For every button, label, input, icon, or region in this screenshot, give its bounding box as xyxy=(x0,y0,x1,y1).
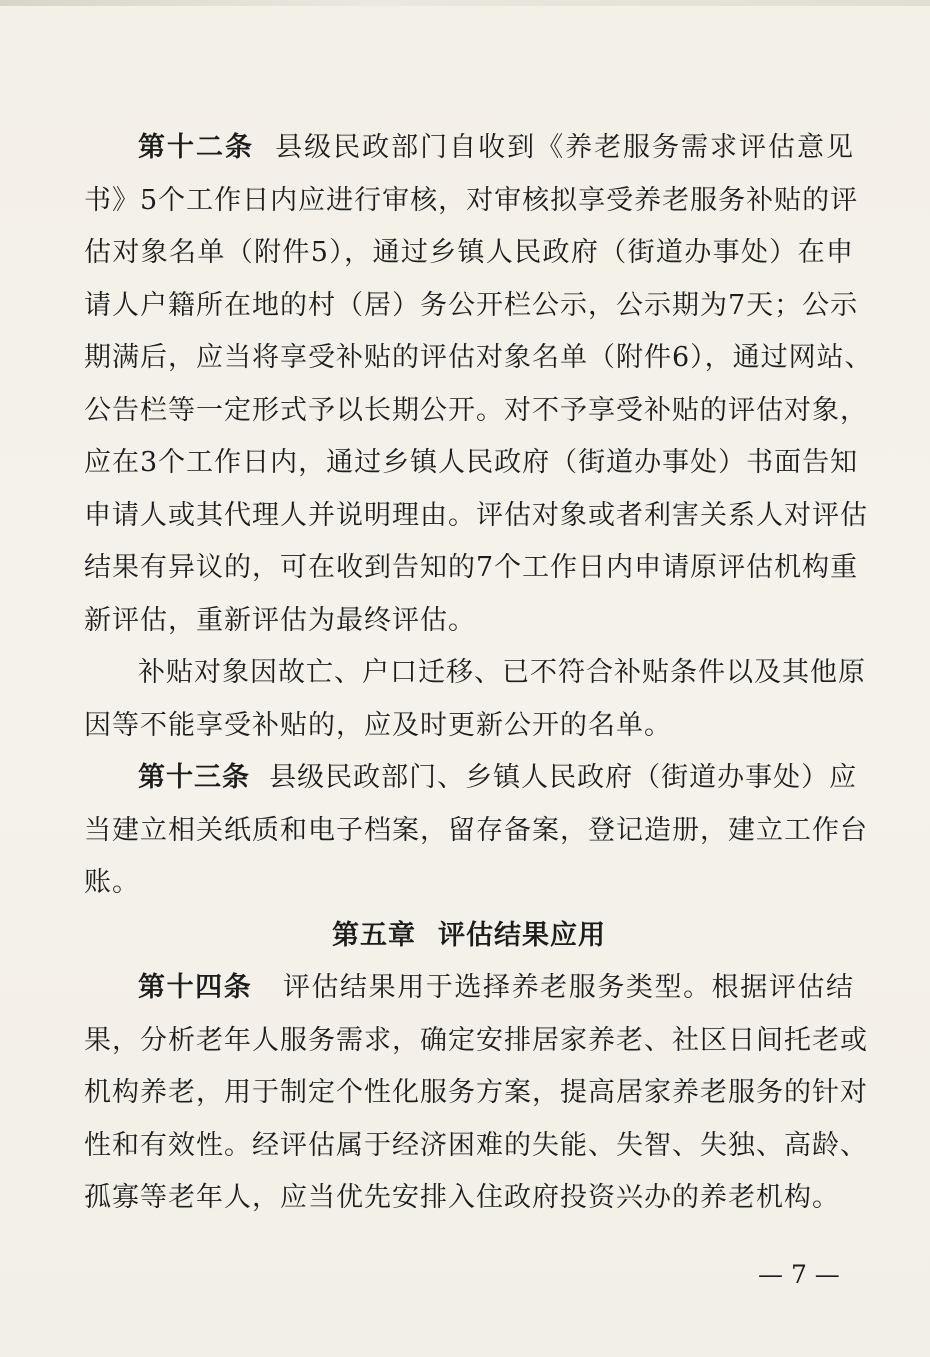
article-12-line: 估对象名单（附件5），通过乡镇人民政府（街道办事处）在申 xyxy=(84,237,854,268)
article-12-line: 结果有异议的，可在收到告知的7个工作日内申请原评估机构重 xyxy=(84,552,859,583)
scan-edge xyxy=(0,0,930,6)
chapter-title: 评估结果应用 xyxy=(438,919,606,951)
article-14-line-1: 第十四条 评估结果用于选择养老服务类型。根据评估结 xyxy=(138,972,855,1003)
chapter-heading xyxy=(84,910,854,963)
article-14-heading: 第十四条 xyxy=(138,972,253,1003)
article-12-heading: 第十二条 xyxy=(138,132,254,163)
article-12-line: 应在3个工作日内，通过乡镇人民政府（街道办事处）书面告知 xyxy=(84,447,859,478)
article-12-line: 申请人或其代理人并说明理由。评估对象或者利害关系人对评估 xyxy=(84,499,868,531)
article-14-line: 果，分析老年人服务需求，确定安排居家养老、社区日间托老或 xyxy=(84,1024,868,1056)
article-12-para2-line: 补贴对象因故亡、户口迁移、已不符合补贴条件以及其他原 xyxy=(138,657,866,688)
article-12-para2-line: 因等不能享受补贴的，应及时更新公开的名单。 xyxy=(84,709,672,741)
article-13-line-1: 第十三条 县级民政部门、乡镇人民政府（街道办事处）应 xyxy=(138,762,858,793)
article-12-line: 期满后，应当将享受补贴的评估对象名单（附件6），通过网站、 xyxy=(84,342,873,373)
article-14-line: 性和有效性。经评估属于经济困难的失能、失智、失独、高龄、 xyxy=(84,1129,868,1161)
page-number: — 7 — xyxy=(758,1260,840,1289)
article-14-line: 机构养老，用于制定个性化服务方案，提高居家养老服务的针对 xyxy=(84,1077,868,1108)
article-12-line: 请人户籍所在地的村（居）务公开栏公示，公示期为7天；公示 xyxy=(84,289,859,321)
article-12-line: 新评估，重新评估为最终评估。 xyxy=(84,604,476,636)
article-14-line: 孤寡等老年人，应当优先安排入住政府投资兴办的养老机构。 xyxy=(84,1182,840,1213)
article-13-heading: 第十三条 xyxy=(138,762,250,793)
article-12-line: 书》5个工作日内应进行审核，对审核拟享受养老服务补贴的评 xyxy=(84,184,859,216)
article-12-line: 公告栏等一定形式予以长期公开。对不予享受补贴的评估对象， xyxy=(84,394,868,426)
article-13-line: 当建立相关纸质和电子档案，留存备案，登记造册，建立工作台 xyxy=(84,814,868,846)
article-12-line-1: 第十二条 县级民政部门自收到《养老服务需求评估意见 xyxy=(138,132,855,163)
chapter-number: 第五章 xyxy=(332,919,416,951)
article-13-line: 账。 xyxy=(84,867,140,898)
document-body xyxy=(84,122,873,1225)
